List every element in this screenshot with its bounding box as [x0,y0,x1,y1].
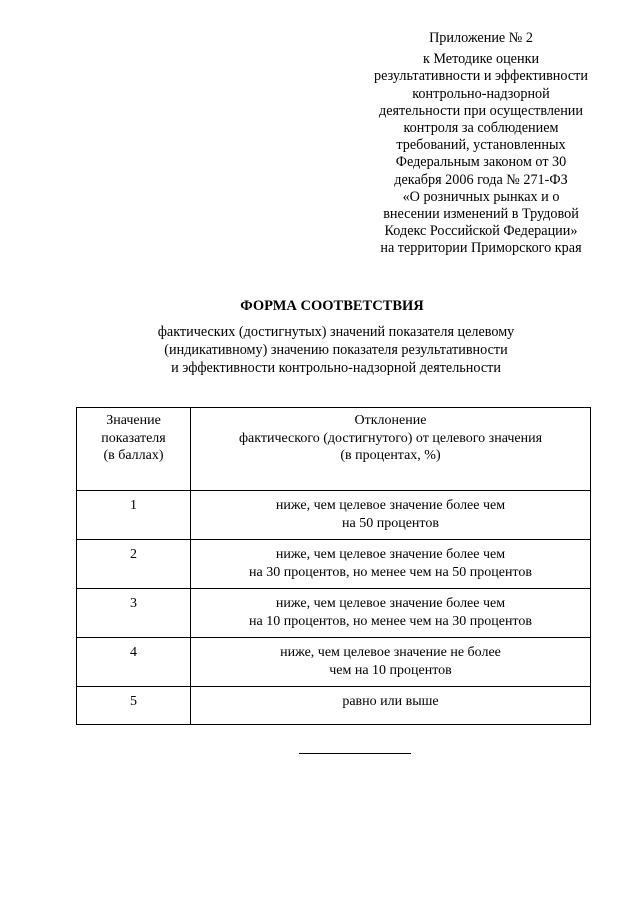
end-separator-line [299,753,411,754]
header-deviation: Отклонение фактического (достигнутого) от целевого значения (в процентах, %) [191,408,591,491]
appendix-description: к Методике оценки результативности и эффективности контрольно-надзорной деятельности при осуществлении контроля за соблюдением требований, установленных Федеральным законом от 30 декабря 2006 года № 271-ФЗ «О розничных рынках и о внесении изменений в Трудовой Кодекс Российской Федерации» на территории Приморского края [374,51,588,257]
table-row [77,638,591,687]
table-row [77,687,591,725]
table-row [77,540,591,589]
row-score: 1 [77,491,191,540]
table-row [77,491,591,540]
row-score: 4 [77,638,191,687]
row-score: 3 [77,589,191,638]
appendix-number: Приложение № 2 [429,30,533,46]
form-title: ФОРМА СООТВЕТСТВИЯ [240,298,424,314]
row-deviation: ниже, чем целевое значение более чем на 10 процентов, но менее чем на 30 процентов [191,589,591,638]
row-deviation: ниже, чем целевое значение более чем на 50 процентов [191,491,591,540]
row-score: 5 [77,687,191,725]
row-score: 2 [77,540,191,589]
row-deviation: ниже, чем целевое значение более чем на 30 процентов, но менее чем на 50 процентов [191,540,591,589]
table-row [77,589,591,638]
appendix-block [362,30,600,258]
row-deviation: ниже, чем целевое значение не более чем на 10 процентов [191,638,591,687]
header-score: Значение показателя (в баллах) [77,408,191,491]
row-deviation: равно или выше [191,687,591,725]
score-table [76,407,591,725]
form-subtitle: фактических (достигнутых) значений показателя целевому (индикативному) значению показателя результативности и эффективности контрольно-надзорной деятельности [157,324,515,376]
table-header-row [77,408,591,491]
